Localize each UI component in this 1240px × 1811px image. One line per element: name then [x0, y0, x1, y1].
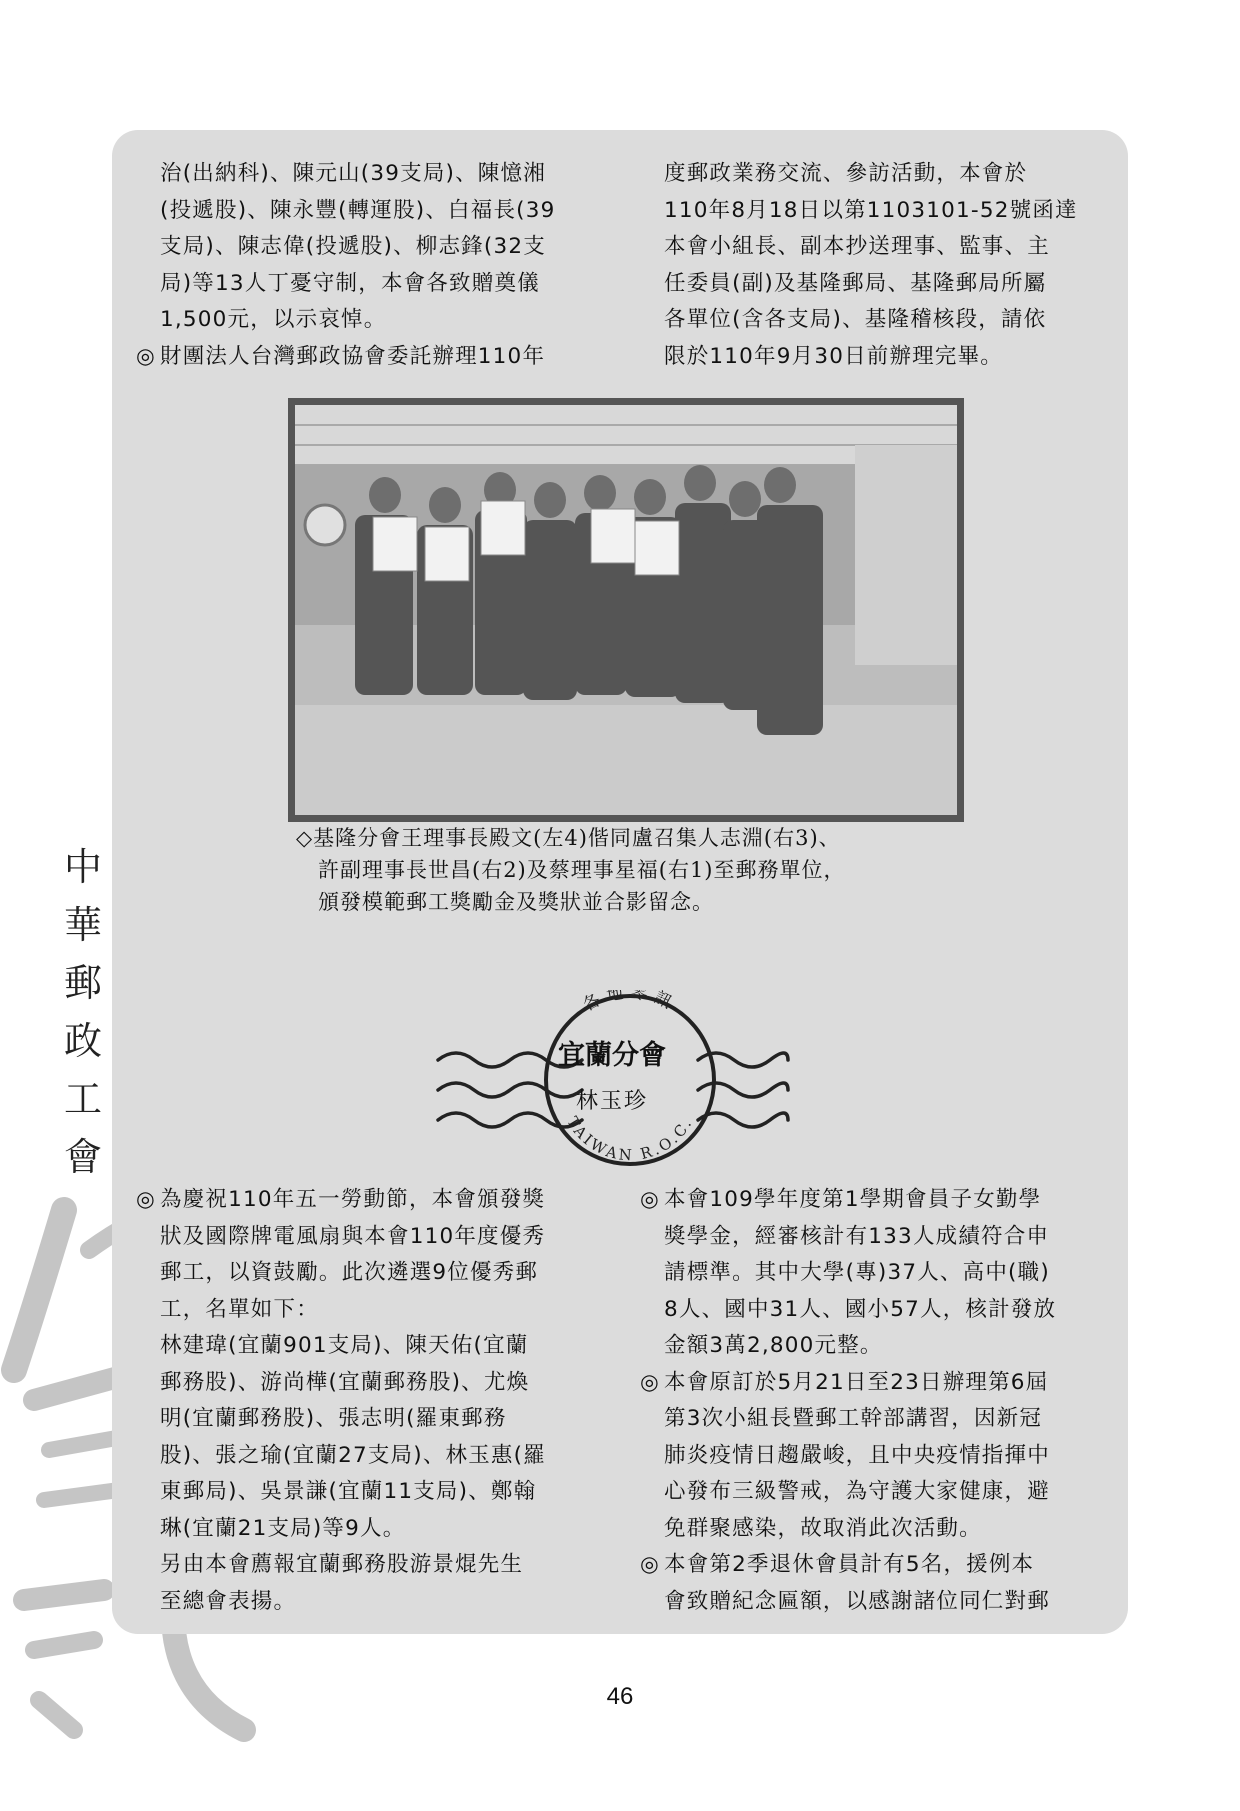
text-line: 請標準。其中大學(專)37人、高中(職) [664, 1260, 1050, 1285]
postmark-section-header [430, 990, 790, 1170]
photo-caption [296, 822, 976, 918]
text-line: 8人、國中31人、國小57人，核計發放 [664, 1296, 1057, 1322]
text-line: 另由本會薦報宜蘭郵務股游景焜先生 [160, 1552, 524, 1577]
text-line: 琳(宜蘭21支局)等9人。 [160, 1515, 406, 1541]
text-line: 東郵局)、吳景謙(宜蘭11支局)、鄭翰 [160, 1479, 537, 1504]
text-line: (投遞股)、陳永豐(轉運股)、白福長(39 [160, 197, 556, 223]
text-line: 本會小組長、副本抄送理事、監事、主 [664, 234, 1050, 259]
text-line: 限於110年9月30日前辦理完畢。 [664, 343, 1003, 369]
text-line: 會致贈紀念匾額，以感謝諸位同仁對郵 [664, 1588, 1050, 1614]
diamond-mark: ◇ [296, 826, 314, 850]
text-line: 110年8月18日以第1103101-52號函達 [664, 197, 1078, 223]
caption-line: 頒發模範郵工獎勵金及獎狀並合影留念。 [318, 890, 714, 914]
news-item [136, 1182, 606, 1219]
text-line: 為慶祝110年五一勞動節，本會頒發獎 [160, 1187, 546, 1212]
text-line: 支局)、陳志偉(投遞股)、柳志鋒(32支 [160, 234, 546, 259]
masthead-char: 中 [63, 845, 102, 889]
text-line: 治(出納科)、陳元山(39支局)、陳憶湘 [160, 161, 546, 186]
masthead-char: 華 [63, 903, 102, 947]
text-line: 度郵政業務交流、參訪活動，本會於 [664, 161, 1028, 186]
text-line: 任委員(副)及基隆郵局、基隆郵局所屬 [664, 270, 1047, 296]
article-column-top-left [136, 156, 606, 375]
bullet-mark: ◎ [136, 343, 156, 369]
group-photo [295, 405, 957, 815]
text-line: 郵工，以資鼓勵。此次遴選9位優秀郵 [160, 1260, 539, 1285]
stamp-top-arc-text: 各地零訊 [579, 990, 681, 1016]
svg-text:各地零訊 [580, 990, 681, 1016]
branch-title: 宜蘭分會 [558, 1040, 666, 1071]
bullet-mark: ◎ [640, 1552, 660, 1577]
stamp-bottom-arc-text: TAIWAN R.O.C. [563, 1113, 697, 1165]
bullet-mark: ◎ [640, 1187, 660, 1212]
caption-line: 許副理事長世昌(右2)及蔡理事星福(右1)至郵務單位， [318, 858, 846, 882]
postmark-stamp-graphic [430, 990, 790, 1170]
text-line: 各單位(含各支局)、基隆稽核段，請依 [664, 307, 1047, 332]
text-line: 工，名單如下： [160, 1296, 319, 1322]
caption-line [296, 822, 976, 854]
text-line: 至總會表揚。 [160, 1588, 297, 1614]
text-line: 1,500元，以示哀悼。 [160, 307, 387, 332]
text-line: 明(宜蘭郵務股)、張志明(羅東郵務 [160, 1406, 507, 1431]
photo-frame [288, 398, 964, 822]
text-line: 肺炎疫情日趨嚴峻，且中央疫情指揮中 [664, 1442, 1050, 1468]
author-name: 林玉珍 [575, 1089, 648, 1114]
article-column-bottom-right [640, 1182, 1114, 1620]
text-line: 局)等13人丁憂守制，本會各致贈奠儀 [160, 270, 540, 296]
text-line: 心發布三級警戒，為守護大家健康，避 [664, 1479, 1050, 1504]
article-column-bottom-left [136, 1182, 606, 1620]
text-line: 免群聚感染，故取消此次活動。 [664, 1515, 982, 1541]
masthead-char: 會 [63, 1135, 102, 1179]
masthead-char: 郵 [63, 961, 102, 1005]
page-number: 46 [606, 1683, 634, 1710]
text-line: 金額3萬2,800元整。 [664, 1333, 883, 1358]
masthead-char: 工 [63, 1077, 102, 1121]
text-line: 郵務股)、游尚樺(宜蘭郵務股)、尤煥 [160, 1369, 530, 1395]
news-item [640, 1365, 1114, 1402]
vertical-masthead [58, 838, 108, 1186]
masthead-char: 政 [63, 1019, 102, 1063]
news-item [136, 339, 606, 376]
text-line: 股)、張之瑜(宜蘭27支局)、林玉惠(羅 [160, 1442, 546, 1468]
svg-text:TAIWAN R.O.C. [563, 1113, 696, 1164]
group-photo-illustration [295, 405, 957, 815]
caption-text: 基隆分會王理事長殿文(左4)偕同盧召集人志淵(右3)、 [313, 826, 841, 850]
text-line: 第3次小組長暨郵工幹部講習，因新冠 [664, 1406, 1043, 1431]
text-line: 本會109學年度第1學期會員子女勤學 [664, 1187, 1042, 1212]
text-line: 獎學金，經審核計有133人成績符合申 [664, 1223, 1050, 1249]
text-line: 狀及國際牌電風扇與本會110年度優秀 [160, 1223, 546, 1249]
text-line: 林建瑋(宜蘭901支局)、陳天佑(宜蘭 [160, 1333, 529, 1358]
news-item [640, 1182, 1114, 1219]
news-item [640, 1547, 1114, 1584]
text-line: 財團法人台灣郵政協會委託辦理110年 [160, 343, 546, 369]
text-line: 本會第2季退休會員計有5名，援例本 [664, 1552, 1035, 1577]
article-column-top-right [664, 156, 1114, 375]
bullet-mark: ◎ [640, 1369, 660, 1395]
bullet-mark: ◎ [136, 1187, 156, 1212]
text-line: 本會原訂於5月21日至23日辦理第6屆 [664, 1369, 1049, 1395]
